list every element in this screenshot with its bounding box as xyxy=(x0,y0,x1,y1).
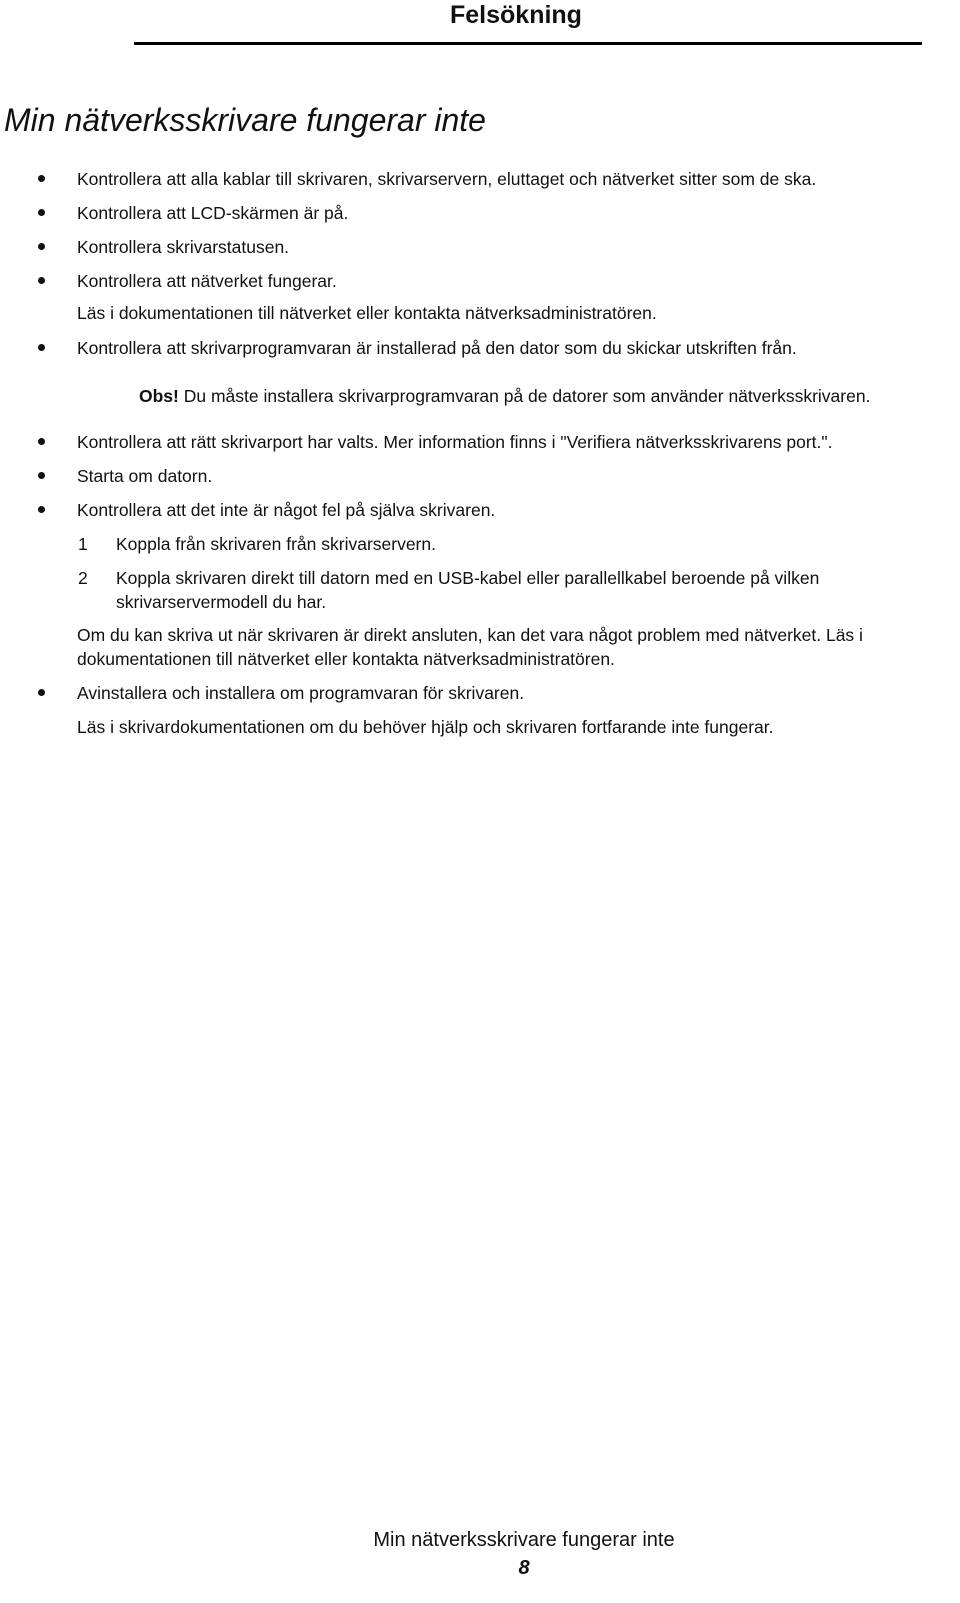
bullet-icon xyxy=(38,344,45,351)
bullet-icon xyxy=(38,438,45,445)
list-item: Kontrollera att det inte är något fel på själva skrivaren. xyxy=(77,500,496,520)
running-header: Felsökning xyxy=(450,1,582,29)
network-note: Läs i dokumentationen till nätverket eller kontakta nätverksadministratören. xyxy=(77,303,657,323)
note-text: Du måste installera skrivarprogramvaran på de datorer som använder nätverksskrivaren. xyxy=(183,386,871,406)
page-number: 8 xyxy=(518,1557,530,1579)
bullet-icon xyxy=(38,689,45,696)
step-number: 1 xyxy=(78,534,88,554)
note xyxy=(139,385,870,407)
list-item: Kontrollera att rätt skrivarport har valts. Mer information finns i "Verifiera nätverksskrivarens port.". xyxy=(77,432,833,452)
list-item: Kontrollera att alla kablar till skrivaren, skrivarservern, eluttaget och nätverket sitter som de ska. xyxy=(77,169,817,189)
closing-text: Läs i skrivardokumentationen om du behöver hjälp och skrivaren fortfarande inte fungerar. xyxy=(77,717,774,737)
header-rule xyxy=(134,42,922,45)
page-title: Min nätverksskrivare fungerar inte xyxy=(4,102,486,138)
bullet-icon xyxy=(38,277,45,284)
bullet-icon xyxy=(38,472,45,479)
bullet-icon xyxy=(38,175,45,182)
list-item: Starta om datorn. xyxy=(77,466,213,486)
paragraph-line: Om du kan skriva ut när skrivaren är direkt ansluten, kan det vara något problem med nätverket. Läs i xyxy=(77,625,863,645)
footer-title: Min nätverksskrivare fungerar inte xyxy=(373,1529,675,1551)
paragraph-line: dokumentationen till nätverket eller kontakta nätverksadministratören. xyxy=(77,649,615,669)
list-item: Avinstallera och installera om programvaran för skrivaren. xyxy=(77,683,525,703)
bullet-icon xyxy=(38,209,45,216)
list-item: Kontrollera att skrivarprogramvaran är installerad på den dator som du skickar utskriften från. xyxy=(77,338,797,358)
bullet-icon xyxy=(38,506,45,513)
note-label: Obs! xyxy=(139,386,179,406)
list-item: Kontrollera skrivarstatusen. xyxy=(77,237,290,257)
step-text: Koppla skrivaren direkt till datorn med en USB-kabel eller parallellkabel beroende på vilken xyxy=(116,568,820,588)
list-item: Kontrollera att LCD-skärmen är på. xyxy=(77,203,349,223)
step-text: skrivarservermodell du har. xyxy=(116,592,327,612)
step-text: Koppla från skrivaren från skrivarservern. xyxy=(116,534,436,554)
bullet-icon xyxy=(38,243,45,250)
list-item: Kontrollera att nätverket fungerar. xyxy=(77,271,337,291)
step-number: 2 xyxy=(78,568,88,588)
